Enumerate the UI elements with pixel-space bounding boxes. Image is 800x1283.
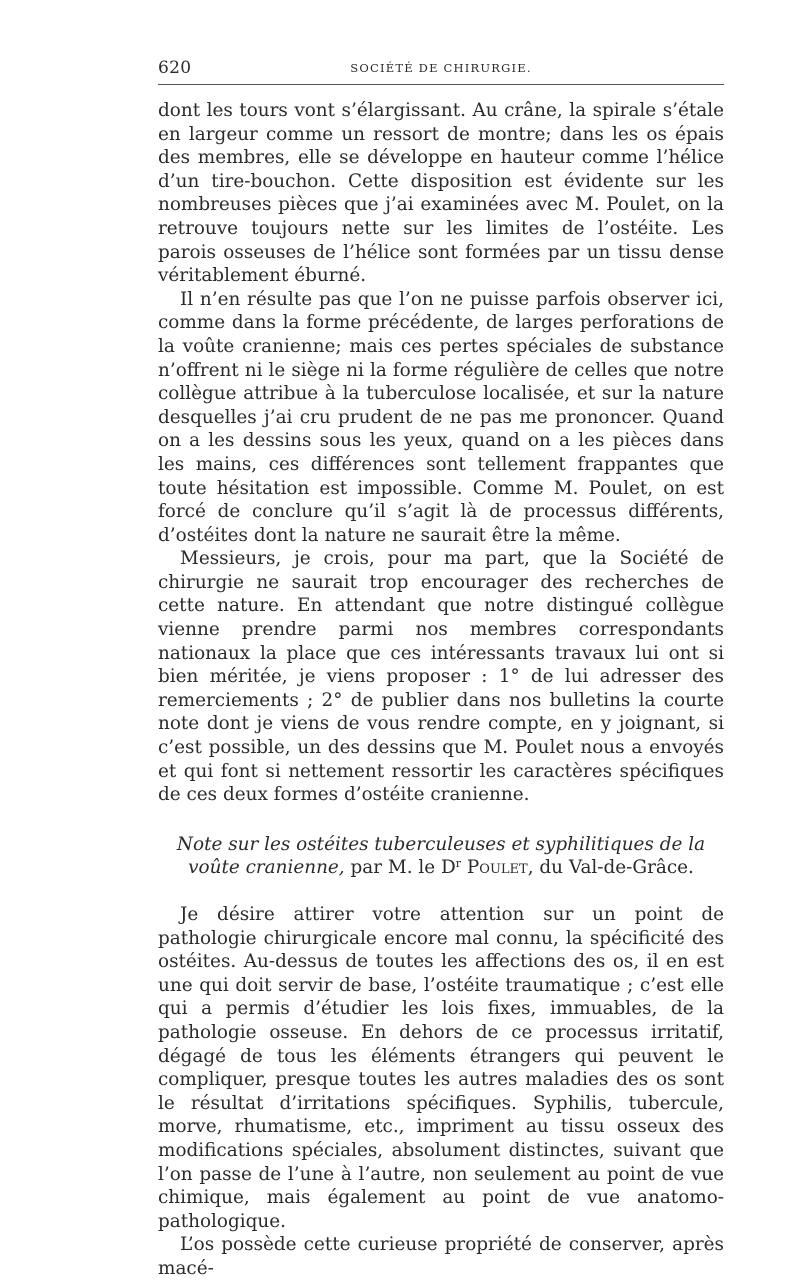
page-number: 620 — [158, 58, 192, 78]
byline-superscript: r — [455, 857, 462, 871]
author-affiliation: , du Val-de-Grâce. — [527, 857, 694, 879]
byline-prefix: par M. le D — [350, 857, 456, 879]
paragraph-perforations: Il n’en résulte pas que l’on ne puisse parfois observer ici, comme dans la forme précédente, de larges perforations de la voûte cranienne; mais ces pertes spéciales de substance n’offrent ni le siège ni la forme régulière de celles que notre collègue attribue à la tuberculose localisée, et sur la nature desquelles j’ai cru prudent de ne pas me prononcer. Quand on a les dessins sous les yeux, quand on a les pièces dans les mains, ces différences sont tellement frappantes que toute hésitation est impossible. Comme M. Poulet, on est forcé de conclure qu’il s’agit là de processus différents, d’ostéites dont la nature ne saurait être la même. — [158, 288, 724, 546]
running-head — [158, 58, 724, 85]
paragraph-proposal: Messieurs, je crois, pour ma part, que la Société de chirurgie ne saurait trop encourager des recherches de cette nature. En attendant que notre distingué collègue vienne prendre parmi nos membres correspondants nationaux la place que ces intéressants travaux lui ont si bien méritée, je viens proposer : 1° de lui adresser des remerciements ; 2° de publier dans nos bulletins la courte note dont je viens de vous rendre compte, en y joignant, si c’est possible, un des dessins que M. Poulet nous a envoyés et qui font si nettement ressortir les caractères spécifiques de ces deux formes d’ostéite cranienne. — [158, 548, 724, 806]
note-title: Note sur les ostéites tuberculeuses et syphilitiques de la voûte cranienne, — [176, 833, 706, 879]
section-title — [158, 833, 724, 880]
paragraph-continued: dont les tours vont s’élargissant. Au crâne, la spirale s’étale en largeur comme un ressort de montre; dans les os épais des membres, elle se développe en hauteur comme l’hélice d’un tire-bouchon. Cette disposition est évidente sur les nombreuses pièces que j’ai examinées avec M. Poulet, on la retrouve toujours nette sur les limites de l’ostéite. Les parois osseuses de l’hélice sont formées par un tissu dense véritablement éburné. — [158, 100, 724, 287]
journal-title: SOCIÉTÉ DE CHIRURGIE. — [350, 61, 532, 75]
paragraph-note-intro: Je désire attirer votre attention sur un point de pathologie chirurgicale encore mal connu, la spécificité des ostéites. Au-dessus de toutes les affections des os, il en est une qui doit servir de base, l’ostéite traumatique ; c’est elle qui a permis d’étudier les lois fixes, immuables, de la pathologie osseuse. En dehors de ce processus irritatif, dégagé de tous les éléments étrangers qui peuvent le compliquer, presque toutes les autres maladies des os sont le résultat d’irritations spécifiques. Syphilis, tubercule, morve, rhumatisme, etc., impriment au tissu osseux des modifications spéciales, absolument distinctes, suivant que l’on passe de l’une à l’autre, non seulement au point de vue chimique, mais également au point de vue anatomo-pathologique. — [158, 904, 724, 1232]
book-page — [158, 58, 724, 1281]
author-name: Poulet — [466, 857, 528, 879]
body-text — [158, 99, 724, 1281]
paragraph-note-continued: L’os possède cette curieuse propriété de conserver, après macé- — [158, 1234, 724, 1279]
